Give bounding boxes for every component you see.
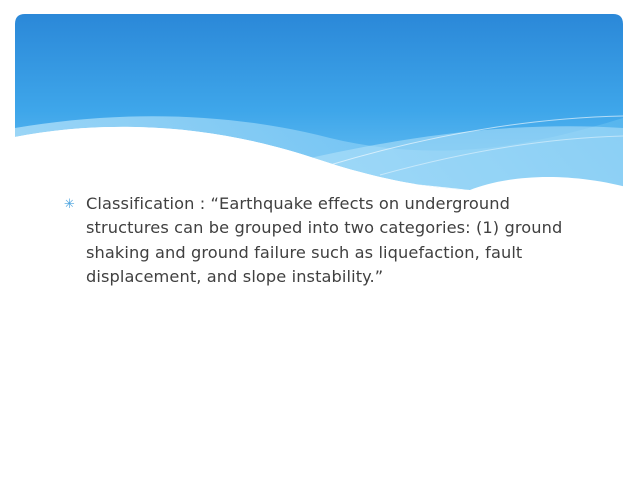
wave-header-graphic (0, 0, 638, 190)
list-item (64, 192, 564, 290)
content-area (64, 192, 564, 290)
asterisk-bullet-icon: ✳ (64, 197, 75, 212)
bullet-text: Classification : “Earthquake effects on underground structures can be grouped into two categories: (1) ground shaking and ground failure such as liquefaction, fault displacement, and slope instability.” (86, 194, 563, 287)
